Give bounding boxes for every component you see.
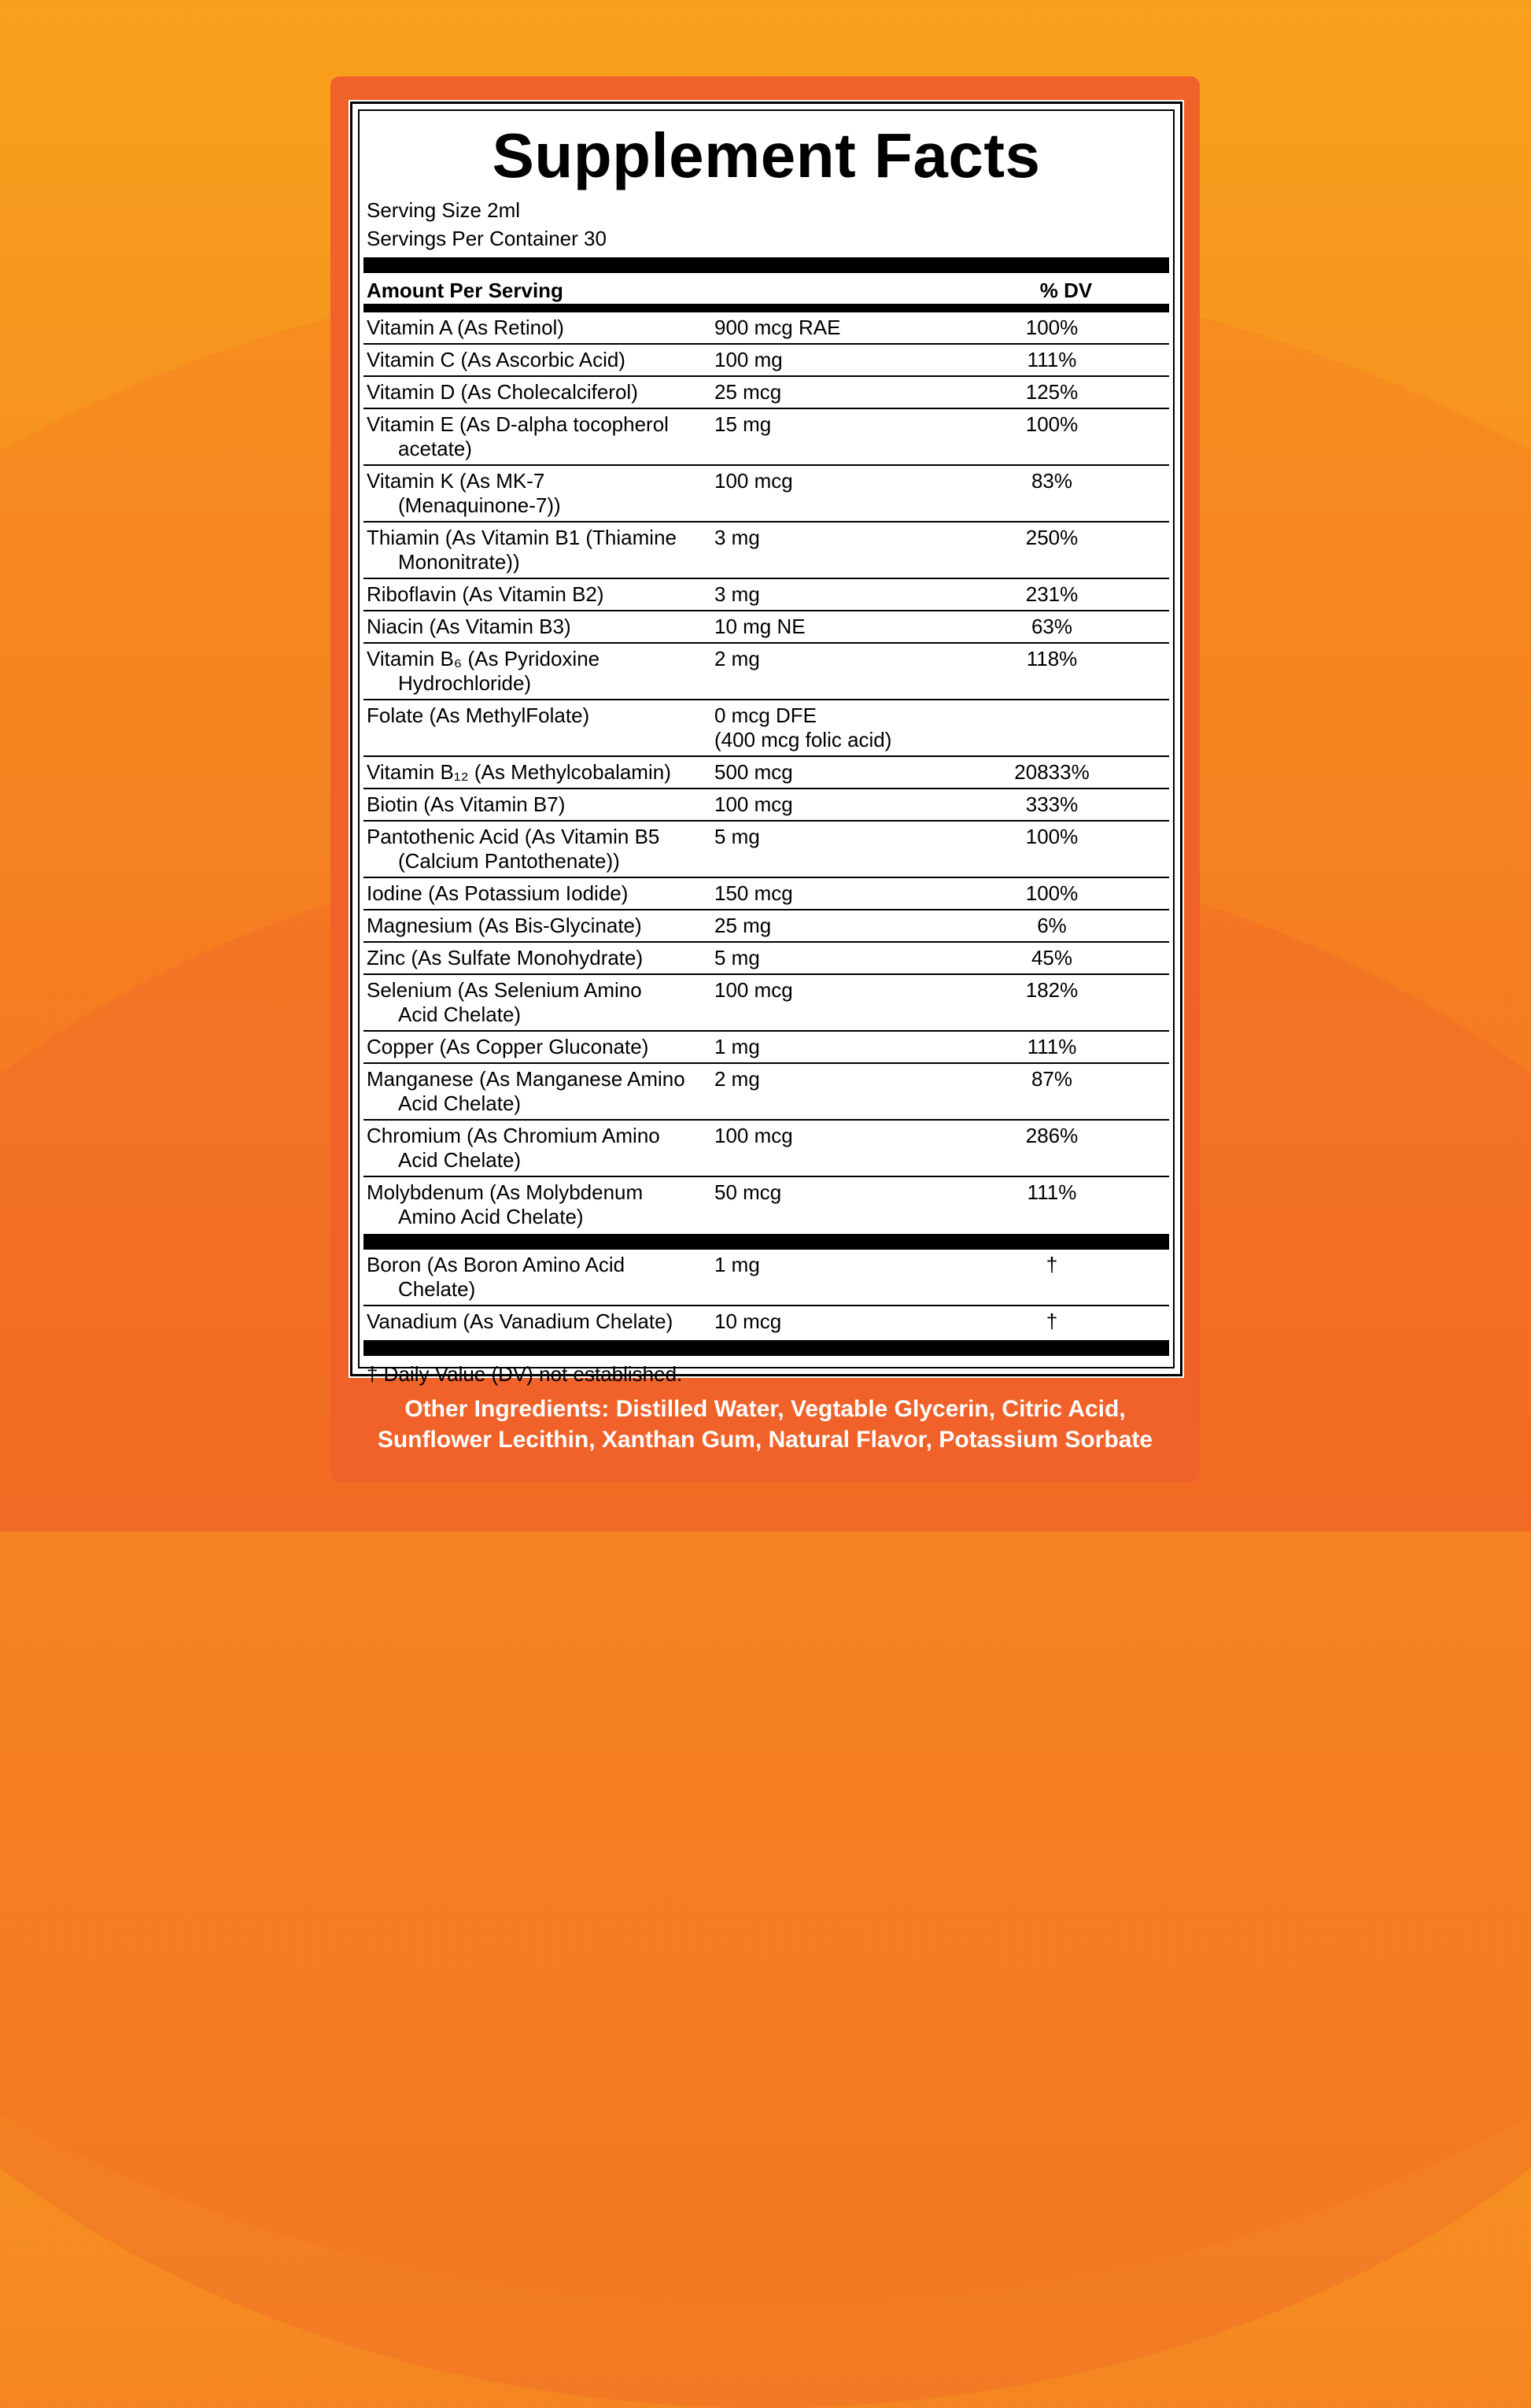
nutrient-amount: 900 mcg RAE [714, 316, 841, 339]
nutrient-dv: 100% [1025, 825, 1079, 848]
nutrient-name: Vitamin E (As D-alpha tocopherol acetate) [367, 412, 669, 460]
nutrient-dv: 100% [1025, 412, 1079, 436]
thick-divider [363, 257, 1169, 273]
table-row [363, 789, 1169, 822]
nutrient-amount: 5 mg [714, 825, 760, 848]
nutrient-amount: 25 mcg [714, 380, 782, 404]
nutrient-name: Thiamin (As Vitamin B1 (Thiamine Mononitrate)) [367, 526, 677, 574]
table-row [363, 822, 1169, 878]
table-row [363, 644, 1169, 700]
dv-header-label: % DV [1039, 279, 1093, 302]
nutrient-dv: 231% [1025, 582, 1079, 606]
nutrient-dv: 6% [1037, 914, 1067, 937]
nutrient-dv: 111% [1027, 1035, 1077, 1058]
nutrient-amount: 500 mcg [714, 760, 793, 784]
nutrient-name: Biotin (As Vitamin B7) [367, 792, 566, 816]
nutrient-name: Vitamin K (As MK-7 (Menaquinone-7)) [367, 469, 561, 517]
table-row [363, 700, 1169, 757]
nutrient-amount: 15 mg [714, 412, 772, 436]
nutrient-name: Molybdenum (As Molybdenum Amino Acid Chelate) [367, 1180, 644, 1228]
nutrient-name: Vitamin D (As Cholecalciferol) [367, 380, 638, 404]
other-ingredients-line1: Other Ingredients: Distilled Water, Vegtable Glycerin, Citric Acid, [404, 1396, 1126, 1422]
table-row [363, 1306, 1169, 1337]
table-row [363, 312, 1169, 345]
other-ingredients-line2: Sunflower Lecithin, Xanthan Gum, Natural Flavor, Potassium Sorbate [377, 1427, 1153, 1453]
nutrient-amount: 100 mcg [714, 1124, 793, 1147]
nutrient-name: Vitamin C (As Ascorbic Acid) [367, 348, 625, 371]
nutrient-dv: 286% [1025, 1124, 1079, 1147]
nutrient-dv: † [1046, 1253, 1058, 1276]
table-row [363, 409, 1169, 466]
nutrient-amount: 25 mg [714, 914, 772, 937]
nutrient-name: Niacin (As Vitamin B3) [367, 615, 571, 638]
nutrient-name: Boron (As Boron Amino Acid Chelate) [367, 1253, 625, 1301]
nutrient-amount: 1 mg [714, 1253, 760, 1276]
table-row [363, 757, 1169, 789]
nutrient-name: Zinc (As Sulfate Monohydrate) [367, 946, 644, 969]
nutrient-name: Magnesium (As Bis-Glycinate) [367, 914, 642, 937]
nutrient-name: Chromium (As Chromium Amino Acid Chelate) [367, 1124, 660, 1172]
nutrient-dv: 100% [1025, 316, 1079, 339]
nutrient-name: Selenium (As Selenium Amino Acid Chelate) [367, 978, 642, 1026]
nutrient-dv: 333% [1025, 792, 1079, 816]
nutrient-amount: 100 mg [714, 348, 783, 371]
amount-per-serving-label: Amount Per Serving [367, 279, 563, 302]
nutrient-amount: 3 mg [714, 582, 760, 606]
nutrient-name: Pantothenic Acid (As Vitamin B5 (Calcium Pantothenate)) [367, 825, 660, 873]
table-row [363, 523, 1169, 579]
nutrient-name: Folate (As MethylFolate) [367, 704, 590, 727]
nutrient-amount: 50 mcg [714, 1180, 782, 1204]
table-row [363, 377, 1169, 409]
nutrient-amount: 3 mg [714, 526, 760, 549]
nutrient-amount: 10 mcg [714, 1309, 782, 1333]
thick-divider-2 [363, 1234, 1169, 1250]
nutrient-amount: 5 mg [714, 946, 760, 969]
table-row [363, 943, 1169, 975]
table-row [363, 910, 1169, 943]
nutrient-amount: 150 mcg [714, 881, 793, 905]
footnote: † Daily Value (DV) not established. [367, 1362, 683, 1386]
medium-divider [363, 304, 1169, 312]
nutrient-name: Riboflavin (As Vitamin B2) [367, 582, 604, 606]
nutrient-dv: 100% [1025, 881, 1079, 905]
panel-title: Supplement Facts [492, 120, 1041, 190]
nutrient-amount: 2 mg [714, 1067, 760, 1091]
nutrient-dv: 182% [1025, 978, 1079, 1002]
nutrient-dv: 83% [1031, 469, 1073, 493]
serving-size: Serving Size 2ml [367, 198, 521, 222]
nutrient-name: Copper (As Copper Gluconate) [367, 1035, 649, 1058]
table-row [363, 579, 1169, 611]
nutrient-dv: † [1046, 1309, 1058, 1333]
table-row [363, 1064, 1169, 1121]
nutrient-name: Vitamin A (As Retinol) [367, 316, 564, 339]
nutrient-dv: 250% [1025, 526, 1079, 549]
nutrient-dv: 20833% [1014, 760, 1090, 784]
table-row [363, 611, 1169, 644]
table-row [363, 1177, 1169, 1232]
nutrient-amount: 1 mg [714, 1035, 760, 1058]
table-row [363, 1121, 1169, 1177]
amount-header-row [367, 279, 1169, 303]
servings-per-container: Servings Per Container 30 [367, 227, 607, 250]
nutrient-dv: 63% [1031, 615, 1073, 638]
nutrient-name: Vitamin B₆ (As Pyridoxine Hydrochloride) [367, 647, 600, 695]
nutrient-name: Vitamin B₁₂ (As Methylcobalamin) [367, 760, 671, 784]
nutrient-dv: 125% [1025, 380, 1079, 404]
nutrient-amount: 0 mcg DFE (400 mcg folic acid) [714, 704, 892, 752]
nutrient-amount: 10 mg NE [714, 615, 806, 638]
nutrient-dv: 45% [1031, 946, 1073, 969]
nutrient-dv: 87% [1031, 1067, 1073, 1091]
nutrient-dv: 118% [1026, 647, 1078, 670]
other-ingredients [330, 1394, 1200, 1455]
table-row [363, 878, 1169, 910]
table-row [363, 1032, 1169, 1064]
nutrient-name: Vanadium (As Vanadium Chelate) [367, 1309, 673, 1333]
table-row [363, 975, 1169, 1032]
table-row [363, 345, 1169, 377]
supplement-facts-panel [350, 102, 1182, 1386]
nutrient-dv: 111% [1027, 1180, 1077, 1204]
thick-divider-3 [363, 1340, 1169, 1356]
table-row [363, 466, 1169, 523]
nutrient-name: Iodine (As Potassium Iodide) [367, 881, 629, 905]
nutrient-amount: 100 mcg [714, 978, 793, 1002]
nutrient-name: Manganese (As Manganese Amino Acid Chelate) [367, 1067, 685, 1115]
nutrient-dv: 111% [1027, 348, 1077, 371]
table-row [363, 1250, 1169, 1306]
nutrient-amount: 100 mcg [714, 469, 793, 493]
nutrient-amount: 100 mcg [714, 792, 793, 816]
nutrient-amount: 2 mg [714, 647, 760, 670]
